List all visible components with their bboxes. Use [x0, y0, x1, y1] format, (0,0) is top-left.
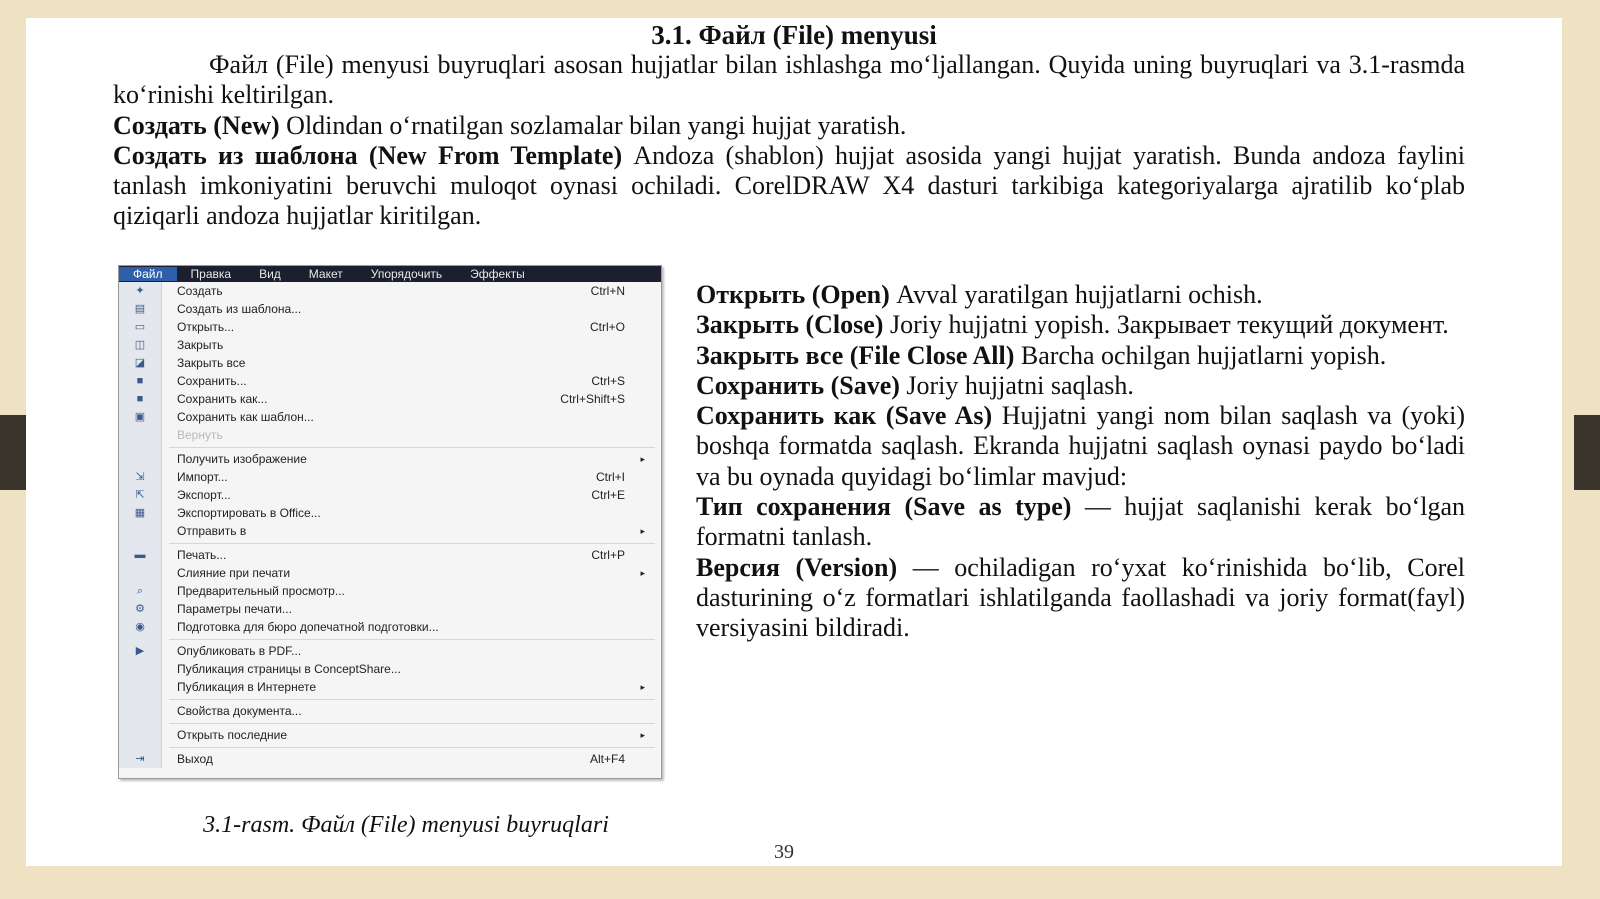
right-entry [696, 553, 1465, 644]
menu-item-shortcut: Ctrl+N [590, 284, 625, 298]
top-entry-description: Oldindan o‘rnatilgan sozlamalar bilan yangi hujjat yaratish. [279, 110, 907, 140]
right-entry-description: — hujjat saqlanishi kerak bo‘lgan formatni tanlash. [696, 492, 1465, 552]
menu-item-label: Слияние при печати [177, 566, 291, 580]
menu-item[interactable] [119, 504, 661, 522]
menubar-item[interactable]: Файл [119, 267, 177, 281]
figure-caption: 3.1-rasm. Файл (File) menyusi buyruqlari [203, 812, 609, 838]
save-as-icon: ■ [136, 392, 144, 405]
right-entry-description: Joriy hujjatni yopish. Закрывает текущий документ. [883, 310, 1449, 340]
preview-icon: ⌕ [136, 584, 144, 597]
menu-item-label: Закрыть все [177, 356, 246, 370]
submenu-arrow-icon: ▸ [640, 567, 645, 578]
menu-item-label: Открыть... [177, 320, 235, 334]
intro-block [113, 50, 1465, 232]
top-entry-term: Создать (New) [113, 110, 280, 140]
menu-item[interactable] [119, 300, 661, 318]
right-entry-term: Версия (Version) [696, 552, 898, 582]
menu-item-label: Экспорт... [177, 488, 231, 502]
menu-item-shortcut: Ctrl+I [595, 470, 625, 484]
print-settings-icon: ⚙ [135, 602, 145, 615]
intro-paragraph [113, 50, 1465, 111]
menu-item-label: Сохранить... [177, 374, 247, 388]
menu-item-label: Создать [177, 284, 223, 298]
menu-item[interactable] [119, 522, 661, 540]
menu-item[interactable] [119, 702, 661, 720]
template-icon: ▤ [134, 302, 146, 315]
menu-item [119, 426, 661, 444]
close-doc-icon: ◫ [134, 338, 146, 351]
export-icon: ⇱ [135, 488, 145, 501]
menu-item[interactable] [119, 468, 661, 486]
save-template-icon: ▣ [134, 410, 146, 423]
menu-item-shortcut: Ctrl+P [591, 548, 625, 562]
menu-item[interactable] [119, 282, 661, 300]
document-page [26, 18, 1562, 866]
menu-item-label: Вернуть [177, 428, 223, 442]
submenu-arrow-icon: ▸ [640, 525, 645, 536]
menubar-item[interactable]: Упорядочить [370, 267, 443, 281]
menubar-item[interactable]: Макет [308, 267, 343, 281]
menu-item-label: Создать из шаблона... [177, 302, 302, 316]
menu-item-label: Отправить в [177, 524, 247, 538]
menu-item[interactable] [119, 564, 661, 582]
menu-item-shortcut: Ctrl+O [589, 320, 625, 334]
right-entry-description: Barcha ochilgan hujjatlarni yopish. [1014, 340, 1387, 370]
top-entry [113, 111, 1465, 141]
menu-item-shortcut: Ctrl+S [591, 374, 625, 388]
right-entry [696, 401, 1465, 492]
menu-item[interactable] [119, 618, 661, 636]
save-icon: ■ [136, 374, 144, 387]
menubar-item[interactable]: Эффекты [470, 267, 525, 281]
top-entries [113, 111, 1465, 232]
submenu-arrow-icon: ▸ [640, 453, 645, 464]
right-entry-description: — ochiladigan ro‘yxat ko‘rinishida bo‘lib, Corel dasturining o‘z formatlari ishlatilganda faollashadi va joriy format(fayl) versiyasini bildiradi. [696, 552, 1465, 643]
menu-item-label: Параметры печати... [177, 602, 292, 616]
import-icon: ⇲ [135, 470, 145, 483]
top-entry [113, 141, 1465, 232]
menu-item[interactable] [119, 390, 661, 408]
submenu-arrow-icon: ▸ [640, 729, 645, 740]
menu-item[interactable] [119, 582, 661, 600]
export-office-icon: ▦ [134, 506, 146, 519]
menu-item[interactable] [119, 642, 661, 660]
intro-text: Файл (File) menyusi buyruqlari asosan hujjatlar bilan ishlashga mo‘ljallangan. Quyida uning buyruqlari va 3.1-rasmda ko‘rinishi keltirilgan. [113, 50, 1465, 110]
right-entry [696, 371, 1465, 401]
folder-open-icon: ▭ [134, 320, 146, 333]
menu-item[interactable] [119, 600, 661, 618]
menu-item-label: Свойства документа... [177, 704, 302, 718]
right-entry-term: Сохранить (Save) [696, 370, 900, 400]
menu-item-label: Сохранить как... [177, 392, 268, 406]
menu-item[interactable] [119, 450, 661, 468]
file-menu-list [119, 282, 661, 768]
menu-item-shortcut: Ctrl+Shift+S [560, 392, 625, 406]
menubar-item[interactable]: Вид [259, 267, 281, 281]
right-entry [696, 280, 1465, 310]
right-entry-term: Сохранить как (Save As) [696, 401, 993, 431]
right-entry-term: Открыть (Open) [696, 280, 890, 309]
menu-bar [119, 266, 661, 282]
right-entry-description: Hujjatni yangi nom bilan saqlash va (yoki) boshqa formatda saqlash. Ekranda hujjatni saqlash oynasi paydo bo‘ladi va bu oynada quyidagi bo‘limlar mavjud: [696, 401, 1465, 491]
file-menu-screenshot [118, 265, 662, 779]
menu-item[interactable] [119, 660, 661, 678]
menu-item-label: Предварительный просмотр... [177, 584, 345, 598]
right-entry-description: Joriy hujjatni saqlash. [899, 370, 1134, 400]
top-entry-term: Создать из шаблона (New From Template) [113, 140, 623, 170]
close-all-icon: ◪ [134, 356, 146, 369]
menu-item[interactable] [119, 678, 661, 696]
right-entry-description: Avval yaratilgan hujjatlarni ochish. [889, 280, 1263, 309]
menu-item[interactable] [119, 546, 661, 564]
left-edge-bar [0, 415, 26, 490]
right-entry-term: Закрыть (Close) [696, 310, 884, 340]
menu-item-label: Сохранить как шаблон... [177, 410, 314, 424]
menu-item-label: Получить изображение [177, 452, 307, 466]
right-edge-bar [1574, 415, 1600, 490]
right-entry-term: Закрыть все (File Close All) [696, 340, 1015, 370]
top-entry-description: Andoza (shablon) hujjat asosida yangi hujjat yaratish. Bunda andoza faylini tanlash imkoniyatini beruvchi muloqot oynasi ochiladi. CorelDRAW X4 dasturi tarkibiga kategoriyalarga ajratilib ko‘plab qiziqarli andoza hujjatlar kiritilgan. [113, 140, 1465, 231]
right-column-text [696, 280, 1465, 644]
menu-item[interactable] [119, 408, 661, 426]
menu-item-label: Выход [177, 752, 213, 766]
menu-item-label: Печать... [177, 548, 227, 562]
menu-item-label: Закрыть [177, 338, 224, 352]
menu-item[interactable] [119, 336, 661, 354]
new-doc-icon: ✦ [135, 284, 145, 297]
page-number: 39 [774, 841, 794, 863]
pdf-icon: ▶ [135, 644, 145, 657]
menu-item-label: Экспортировать в Office... [177, 506, 321, 520]
print-icon: ▬ [134, 548, 146, 561]
menu-item-label: Открыть последние [177, 728, 288, 742]
exit-icon: ⇥ [135, 752, 145, 765]
menu-item[interactable] [119, 726, 661, 744]
menu-item[interactable] [119, 750, 661, 768]
menu-item[interactable] [119, 486, 661, 504]
right-entry [696, 492, 1465, 553]
menu-item-shortcut: Alt+F4 [589, 752, 625, 766]
submenu-arrow-icon: ▸ [640, 681, 645, 692]
menu-item-label: Импорт... [177, 470, 228, 484]
revert-icon [131, 429, 149, 442]
menu-item[interactable] [119, 372, 661, 390]
menu-item-label: Публикация в Интернете [177, 680, 317, 694]
menu-item-label: Публикация страницы в ConceptShare... [177, 662, 401, 676]
menu-item[interactable] [119, 318, 661, 336]
prepress-icon: ◉ [135, 620, 145, 633]
right-entry [696, 310, 1465, 340]
menu-item-shortcut: Ctrl+E [591, 488, 625, 502]
menu-item-label: Опубликовать в PDF... [177, 644, 302, 658]
menu-item-label: Подготовка для бюро допечатной подготовки... [177, 620, 439, 634]
right-entry [696, 341, 1465, 371]
section-heading: 3.1. Файл (File) menyusi [651, 20, 937, 50]
menu-item[interactable] [119, 354, 661, 372]
right-entry-term: Тип сохранения (Save as type) [696, 492, 1072, 522]
menubar-item[interactable]: Правка [190, 267, 232, 281]
